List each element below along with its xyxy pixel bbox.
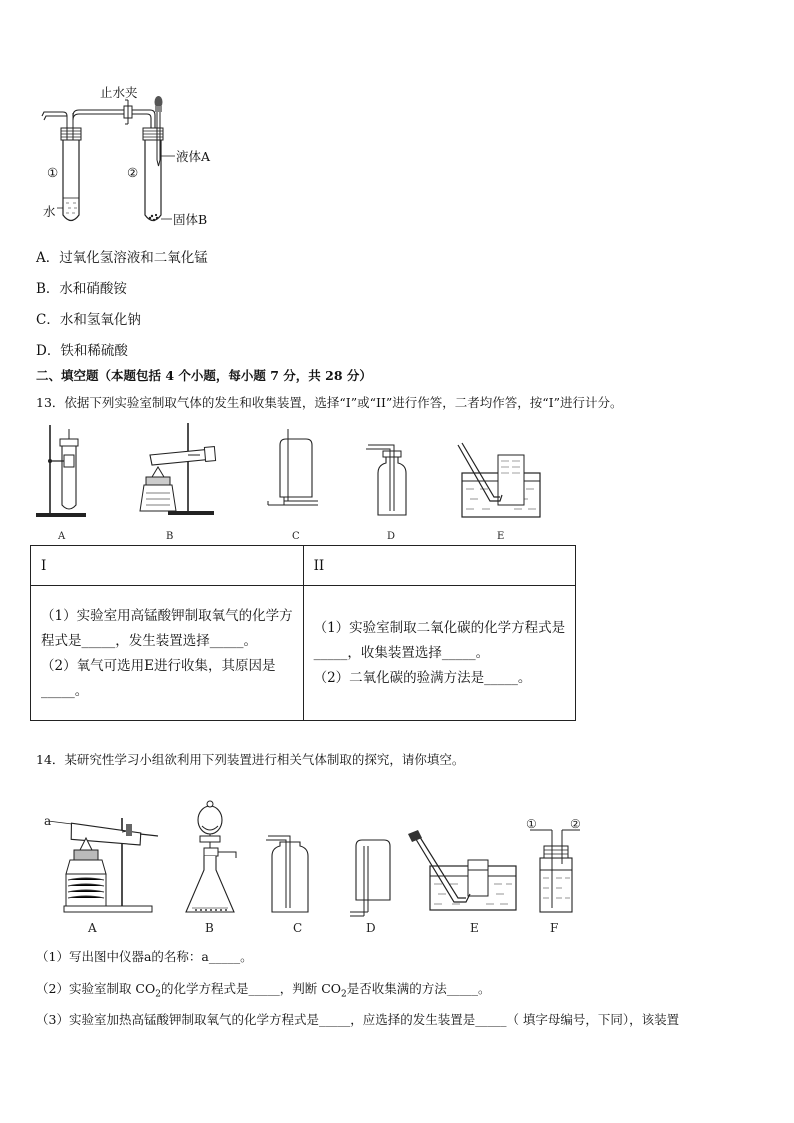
q13-answer-table [30, 545, 576, 721]
q13-col2-line: （2）二氧化碳的验满方法是_____。 [313, 670, 532, 686]
q13-apparatus-c [268, 429, 318, 505]
q13-col1-header: I [31, 546, 304, 586]
q13-col2-body [303, 586, 576, 721]
q14-apparatus-d [350, 840, 390, 916]
q13-col1-line: （1）实验室用高锰酸钾制取氧气的化学方 [41, 607, 293, 624]
q13-col1-line: _____。 [41, 682, 89, 699]
q12-option-d: D．铁和稀硫酸 [36, 343, 128, 359]
q14-label-e: E [470, 921, 479, 935]
q13-apparatus-a [36, 425, 86, 517]
section2-heading: 二、填空题（本题包括 4 个小题，每小题 7 分，共 28 分） [36, 368, 372, 383]
q14-sub2 [36, 979, 491, 1005]
q14-label-d: D [366, 921, 376, 935]
q14-label-b: B [205, 921, 214, 935]
tube-2-number: ② [127, 165, 139, 180]
solid-b-label: 固体B [173, 212, 208, 227]
q14-apparatus-row [0, 800, 794, 940]
q14-sub3: （3）实验室加热高锰酸钾制取氧气的化学方程式是_____，应选择的发生装置是_____（ 填字母编号，下同），该装置 [36, 1012, 680, 1027]
q13-col2-line: _____，收集装置选择_____。 [313, 645, 490, 661]
clamp-label: 止水夹 [100, 85, 138, 100]
water-label: 水 [43, 204, 56, 219]
q12-option-c: C．水和氢氧化钠 [36, 312, 141, 328]
q14-apparatus-b [186, 801, 236, 912]
q14-label-a: A [88, 921, 97, 935]
connecting-tube [73, 110, 155, 128]
q14-apparatus-f [530, 830, 580, 912]
q13-label-a: A [58, 531, 66, 542]
q13-col1-line: 程式是_____，发生装置选择_____。 [41, 632, 257, 649]
q13-label-c: C [292, 531, 300, 542]
q13-label-b: B [166, 531, 174, 542]
q14-sub2-part: 的化学方程式是_____，判断 CO [160, 981, 342, 996]
tube-1-number: ① [47, 165, 59, 180]
q14-instrument-a-label: a [44, 814, 52, 828]
q14-sub2-part: 是否收集满的方法_____。 [346, 981, 491, 996]
q13-col1-body [31, 586, 304, 721]
left-bent-tube [44, 113, 73, 120]
q14-label-c: C [293, 921, 303, 935]
q13-apparatus-e [458, 443, 540, 517]
q14-apparatus-a [48, 818, 158, 912]
q13-label-e: E [497, 531, 505, 542]
subscript-2: 2 [341, 989, 347, 1000]
q14-apparatus-e [408, 830, 516, 910]
q13-col2-line: （1）实验室制取二氧化碳的化学方程式是 [313, 620, 566, 636]
q14-sub1: （1）写出图中仪器a的名称：a_____。 [36, 949, 253, 964]
q14-sub2-part: （2）实验室制取 CO [36, 981, 156, 996]
q13-apparatus-b [140, 423, 216, 515]
q13-apparatus-d [366, 445, 406, 515]
test-tube-2 [143, 96, 163, 221]
q13-col2-header: II [303, 546, 576, 586]
q14-port-1: ① [526, 817, 537, 831]
q14-port-2: ② [570, 817, 581, 831]
liquid-a-label: 液体A [176, 149, 211, 164]
q14-apparatus-c [266, 836, 308, 912]
test-tube-1 [61, 116, 81, 221]
q12-option-a: A．过氧化氢溶液和二氧化锰 [36, 250, 208, 266]
q13-apparatus-row [0, 415, 794, 545]
q13-label-d: D [387, 531, 396, 542]
water-clamp [124, 100, 132, 124]
subscript-2: 2 [155, 989, 161, 1000]
q13-col1-line: （2）氧气可选用E进行收集，其原因是 [41, 657, 276, 674]
q13-stem: 13．依据下列实验室制取气体的发生和收集装置，选择“I”或“II”进行作答，二者均作答，按“I”进行计分。 [36, 395, 623, 410]
q12-apparatus-figure [0, 0, 794, 240]
q12-option-b: B．水和硝酸铵 [36, 281, 127, 297]
q14-label-f: F [550, 921, 559, 935]
q14-stem: 14．某研究性学习小组欲利用下列装置进行相关气体制取的探究，请你填空。 [36, 752, 465, 767]
